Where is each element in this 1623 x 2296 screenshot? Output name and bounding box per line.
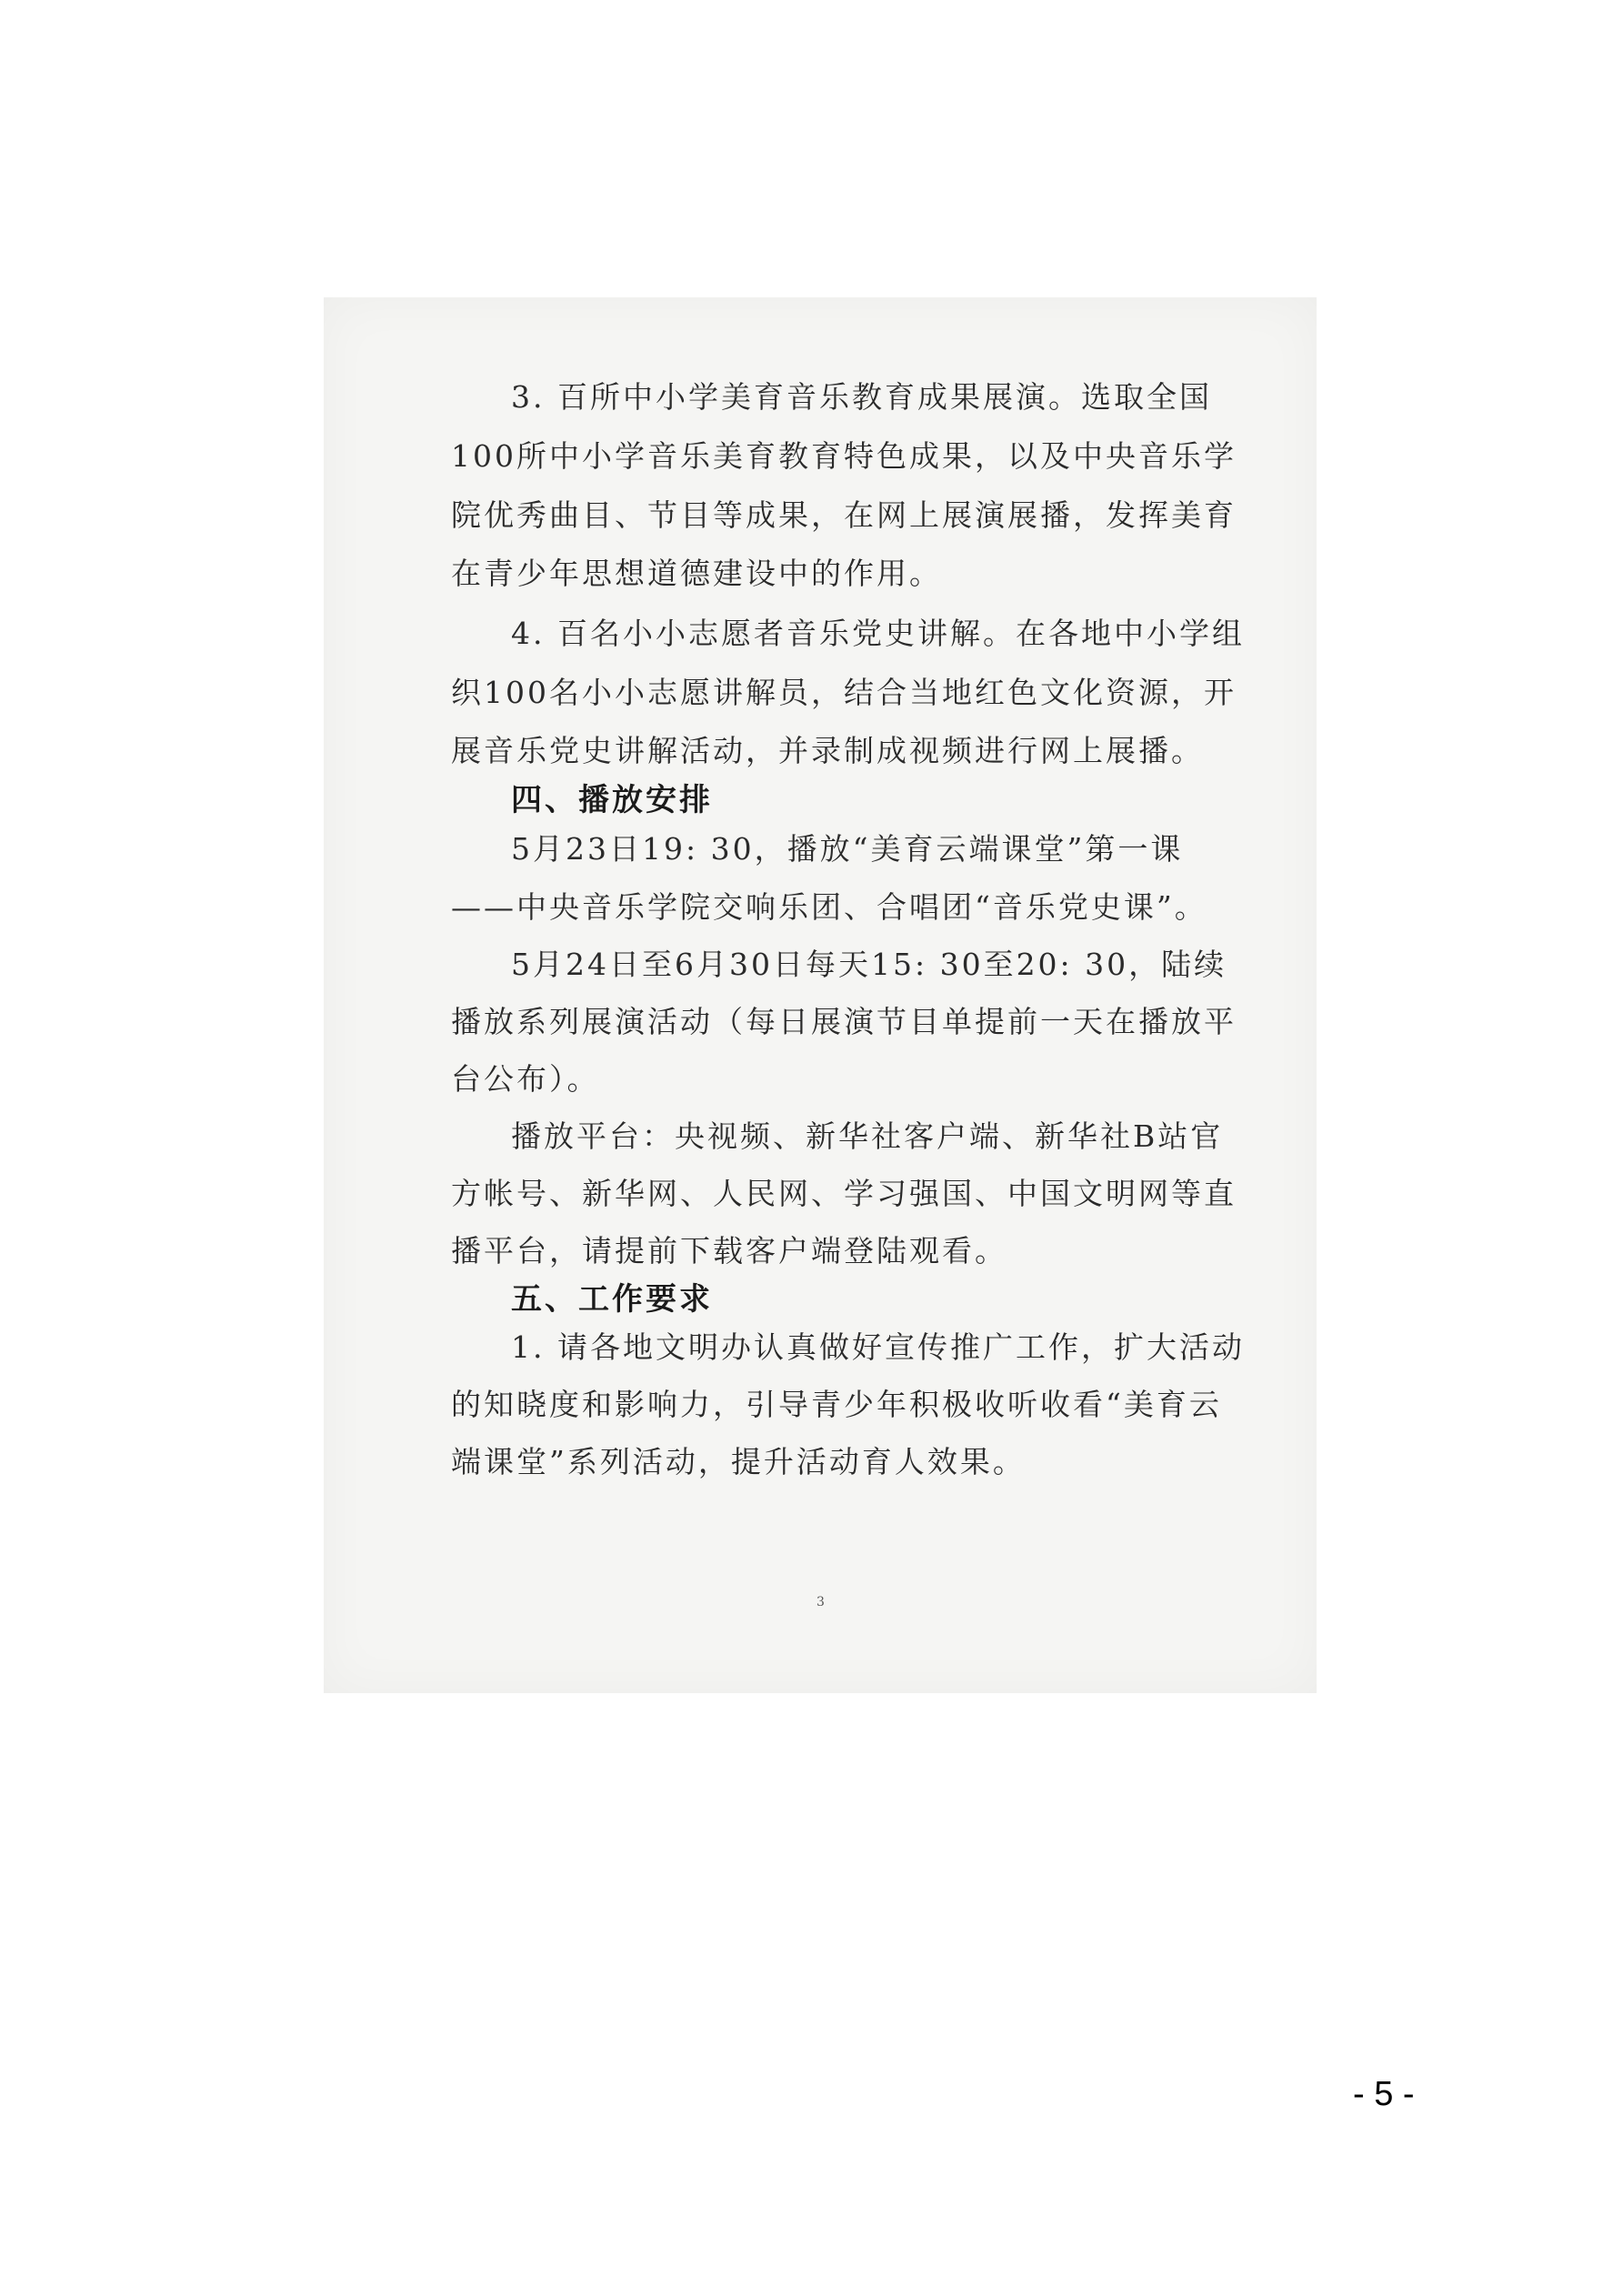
broadcast-line-5: 台公布）。	[451, 1061, 600, 1097]
broadcast-line-7: 方帐号、新华网、人民网、学习强国、中国文明网等直	[451, 1176, 1237, 1211]
requirements-line-2: 的知晓度和影响力，引导青少年积极收听收看“美育云	[451, 1387, 1222, 1422]
broadcast-line-8: 播平台，请提前下载客户端登陆观看。	[451, 1233, 1007, 1268]
broadcast-line-4: 播放系列展演活动（每日展演节目单提前一天在播放平	[451, 1004, 1237, 1039]
section4-line-1: 4. 百名小小志愿者音乐党史讲解。在各地中小学组	[511, 616, 1245, 651]
broadcast-line-2: ——中央音乐学院交响乐团、合唱团“音乐党史课”。	[451, 889, 1207, 925]
heading-broadcast-schedule: 四、播放安排	[511, 782, 713, 818]
section3-line-4: 在青少年思想道德建设中的作用。	[451, 556, 942, 591]
requirements-line-1: 1. 请各地文明办认真做好宣传推广工作，扩大活动	[511, 1329, 1245, 1365]
broadcast-line-6: 播放平台：央视频、新华社客户端、新华社B站官	[511, 1118, 1224, 1154]
scan-page-number: 3	[817, 1595, 825, 1609]
heading-work-requirements: 五、工作要求	[511, 1281, 713, 1318]
section4-line-3: 展音乐党史讲解活动，并录制成视频进行网上展播。	[451, 733, 1204, 768]
section3-line-3: 院优秀曲目、节目等成果，在网上展演展播，发挥美育	[451, 497, 1237, 533]
section4-line-2: 织100名小小志愿讲解员，结合当地红色文化资源，开	[451, 675, 1237, 710]
section3-line-1: 3. 百所中小学美育音乐教育成果展演。选取全国	[511, 379, 1212, 415]
broadcast-line-1: 5月23日19: 30，播放“美育云端课堂”第一课	[511, 831, 1184, 867]
section3-line-2: 100所中小学音乐美育教育特色成果，以及中央音乐学	[451, 438, 1237, 474]
requirements-line-3: 端课堂”系列活动，提升活动育人效果。	[451, 1444, 1026, 1479]
broadcast-line-3: 5月24日至6月30日每天15: 30至20: 30，陆续	[511, 947, 1227, 982]
page-number: - 5 -	[1353, 2075, 1415, 2113]
